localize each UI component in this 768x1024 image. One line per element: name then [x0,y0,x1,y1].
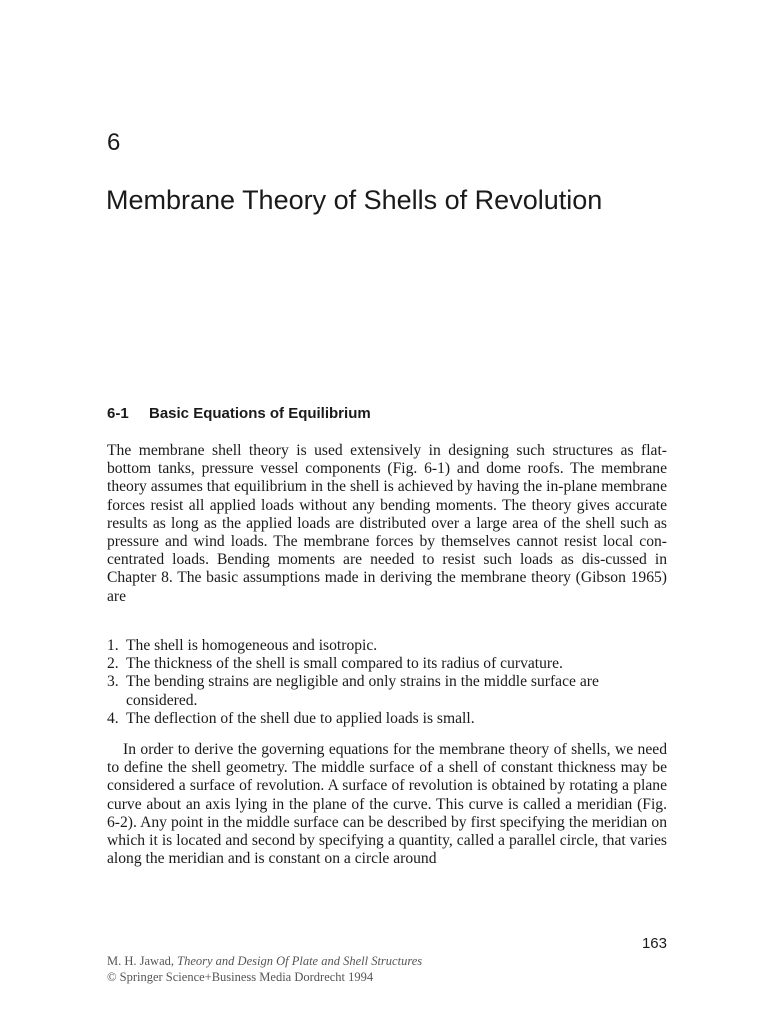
citation-footer [107,953,422,985]
section-heading [107,404,371,424]
list-item-text: The shell is homogeneous and isotropic. [126,637,378,654]
section-number: 6-1 [107,405,129,422]
list-item-text: The thickness of the shell is small compared to its radius of curvature. [126,655,563,673]
citation-line [107,953,422,969]
chapter-title: Membrane Theory of Shells of Revolution [106,185,603,215]
list-item-text: The deflection of the shell due to applied loads is small. [126,709,475,727]
chapter-number: 6 [107,129,121,156]
assumptions-list [107,637,667,728]
list-item [107,655,667,673]
list-item-number: 3. [107,673,119,691]
section-title: Basic Equations of Equilibrium [149,405,371,422]
list-item [107,637,667,655]
list-item [107,710,667,728]
citation-book-title: Theory and Design Of Plate and Shell Structures [177,954,423,968]
citation-author: M. H. Jawad, [107,954,175,968]
list-item-number: 4. [107,709,119,727]
list-item-number: 1. [107,637,119,654]
list-item [107,673,667,709]
geometry-paragraph: In order to derive the governing equations for the membrane theory of shells, we need to define the shell geometry. The middle surface of a shell of constant thickness may be considered a surface of revolution. A surface of revolution is obtained by rotating a plane curve about an axis lying in the plane of the curve. This curve is called a meridian (Fig. 6-2). Any point in the middle surface can be described by first specifying the meridian on which it is located and second by specifying a quantity, called a parallel circle, that varies along the meridian and is constant on a circle around [107,741,667,868]
intro-paragraph: The membrane shell theory is used extensively in designing such structures as flat-bottom tanks, pressure vessel components (Fig. 6-1) and dome roofs. The membrane theory assumes that equilibrium in the shell is achieved by having the in-plane membrane forces resist all applied loads without any bending moments. The theory gives accurate results as long as the applied loads are distributed over a large area of the shell such as pressure and wind loads. The membrane forces by themselves cannot resist local con-centrated loads. Bending moments are needed to resist such loads as dis-cussed in Chapter 8. The basic assumptions made in deriving the membrane theory (Gibson 1965) are [107,442,667,605]
page-number: 163 [641,935,667,952]
list-item-text: The bending strains are negligible and only strains in the middle surface are considered. [126,673,599,709]
copyright-line: © Springer Science+Business Media Dordrecht 1994 [107,970,374,984]
list-item-number: 2. [107,655,119,673]
